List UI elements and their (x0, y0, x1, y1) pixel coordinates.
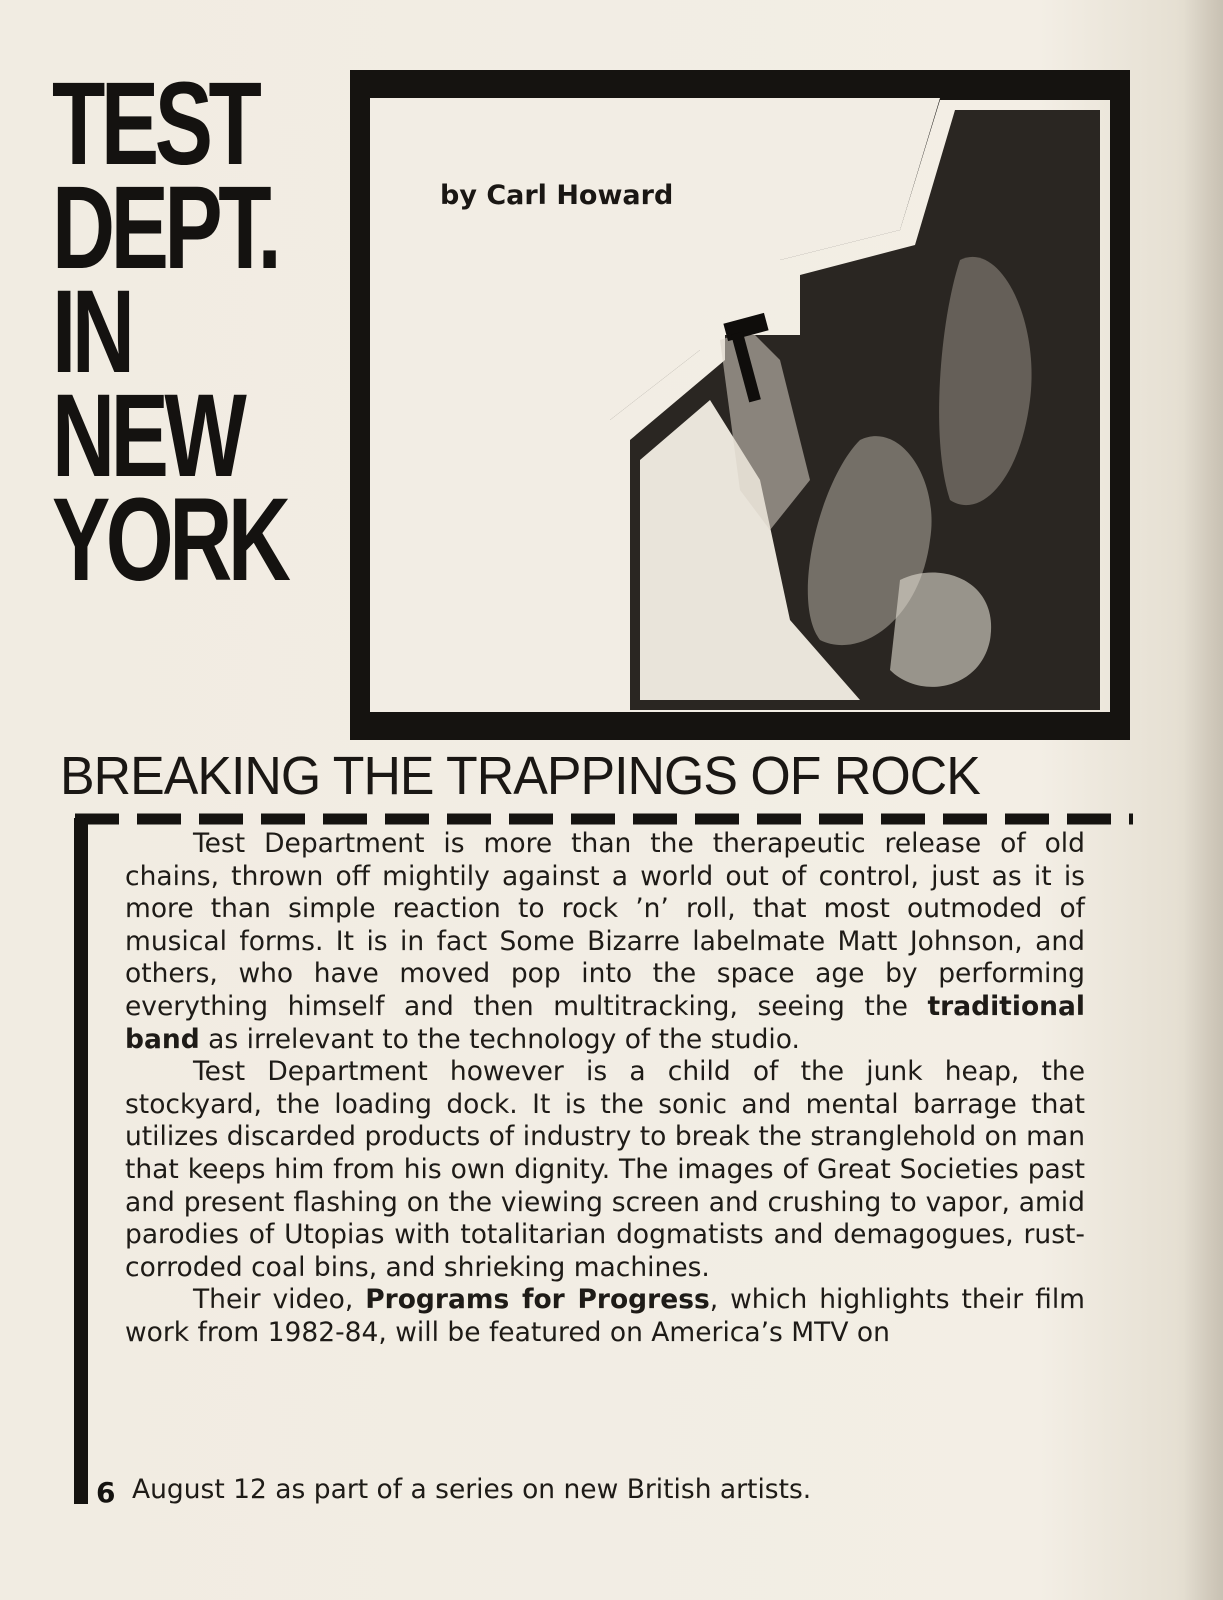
article-last-line: August 12 as part of a series on new British artists. (132, 1474, 812, 1505)
headline-line: YORK (52, 474, 287, 606)
page-spine-shadow (1185, 0, 1223, 1600)
paragraph-text: Their video, (193, 1284, 354, 1316)
paragraph-text: as irrelevant to the technology of the studio. (208, 1023, 800, 1055)
paragraph-text: Test Department however is a child of the junk heap, the stockyard, the loading dock. It is the sonic and mental barrage that utilizes discarded products of industry to break the stranglehold on man that keeps him from his own dignity. The images of Great Societies past and present flashing on the viewing screen and crushing to vapor, amid parodies of Utopias with totalitarian dogmatists and demagogues, rust-corroded coal bins, and shrieking machines. (125, 1056, 1085, 1283)
bold-phrase: traditional band (125, 990, 1085, 1055)
page-number: 6 (96, 1476, 116, 1509)
headline-line: IN (52, 266, 131, 398)
headline (52, 58, 287, 606)
byline: by Carl Howard (440, 180, 674, 211)
bold-phrase: Programs for Progress (365, 1284, 710, 1316)
paragraph-text: , which highlights their film work from 1982-84, will be featured on America’s MTV on (125, 1284, 1086, 1348)
article-paragraph (125, 828, 1085, 1056)
article-body (125, 828, 1085, 1350)
dashed-rule (75, 812, 1135, 826)
article-paragraph (125, 1056, 1085, 1284)
article-paragraph (125, 1284, 1085, 1349)
headline-line: TEST (52, 58, 258, 190)
headline-line: DEPT. (52, 162, 278, 294)
subheading: BREAKING THE TRAPPINGS OF ROCK (60, 746, 980, 806)
left-rule-bar (74, 818, 88, 1504)
headline-line: NEW (52, 370, 243, 502)
photo-frame (340, 60, 1140, 750)
paragraph-text: Test Department is more than the therapeutic release of old chains, thrown off mightily against a world out of control, just as it is more than simple reaction to rock ’n’ roll, that most outmoded of musical forms. It is in fact Some Bizarre labelmate Matt Johnson, and others, who have moved pop into the space age by performing everything himself and then multitracking, seeing the (125, 828, 1085, 1022)
